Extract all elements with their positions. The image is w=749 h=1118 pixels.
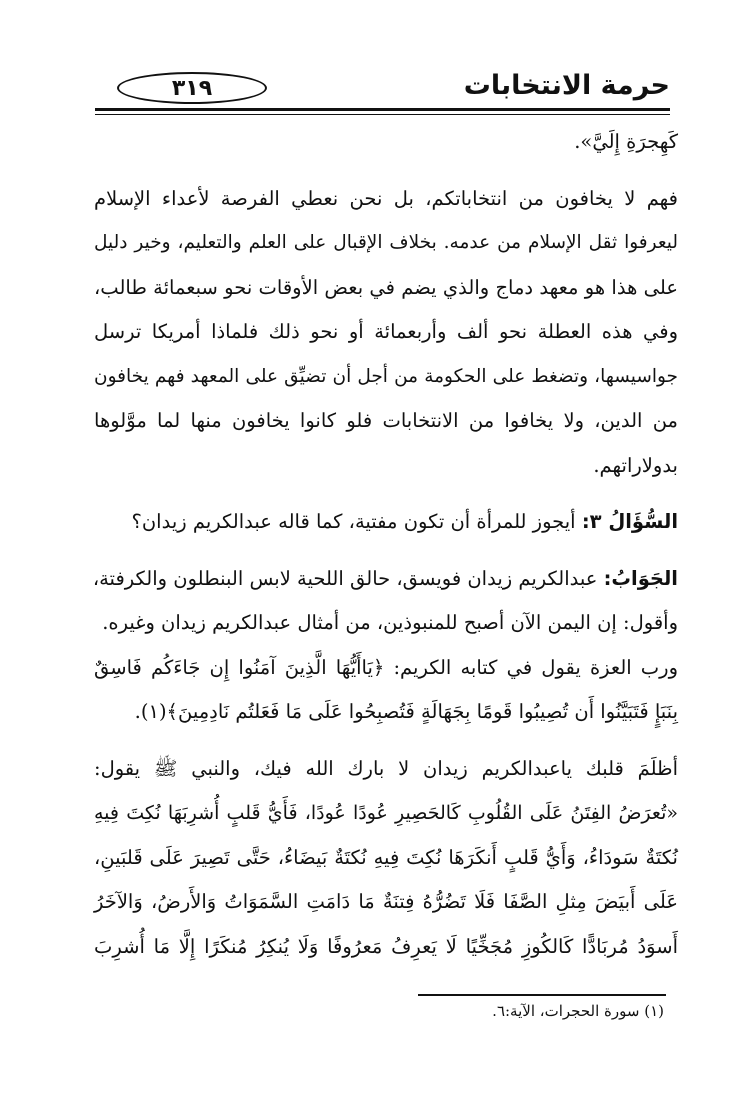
page-header <box>95 68 670 110</box>
footnote: (١) سورة الحجرات، الآية:٦. <box>492 1002 664 1020</box>
text-line: ورب العزة يقول في كتابه الكريم: ﴿يَاأَيُّهَا الَّذِينَ آمَنُوا إِن جَاءَكُم فَاسِقٌ <box>94 655 678 679</box>
text-line: بِنَبَإٍ فَتَبَيَّنُوا أَن تُصِيبُوا قَومًا بِجَهَالَةٍ فَتُصبِحُوا عَلَى مَا فَعَلتُم نَادِمِينَ﴾(١). <box>134 700 678 723</box>
paragraph-gap <box>94 165 678 177</box>
text-line: على هذا هو معهد دماج والذي يضم في بعض الأوقات نحو سبعمائة طالب، <box>94 275 678 299</box>
answer-line <box>94 557 678 602</box>
answer-text: عبدالكريم زيدان فويسق، حالق اللحية لابس البنطلون والكرفتة، <box>92 566 604 590</box>
text-line: «تُعرَضُ الفِتَنُ عَلَى القُلُوبِ كَالحَصِيرِ عُودًا عُودًا، فَأَيُّ قَلبٍ أُشرِبَهَا نُكِتَ فِيهِ <box>94 802 678 824</box>
text-line: جواسيسها، وتضغط على الحكومة من أجل أن تضيِّق على المعهد فهم يخافون <box>94 365 678 387</box>
text-line: كَهِجرَةِ إِلَيَّ». <box>574 130 678 153</box>
running-title: حرمة الانتخابات <box>463 70 670 101</box>
question-text: أيجوز للمرأة أن تكون مفتية، كما قاله عبدالكريم زيدان؟ <box>131 510 582 533</box>
footnote-rule <box>418 994 666 996</box>
text-line: وأقول: إن اليمن الآن أصبح للمنبوذين، من أمثال عبدالكريم زيدان وغيره. <box>102 611 678 634</box>
question-label: السُّؤَالُ ٣: <box>581 510 678 533</box>
paragraph <box>94 120 678 165</box>
answer-label: الجَوَابُ: <box>603 566 678 590</box>
question-line <box>94 500 678 545</box>
paragraph-gap <box>94 545 678 557</box>
text-line: أظلَمَ قلبك ياعبدالكريم زيدان لا بارك الله فيك، والنبي ﷺ يقول: <box>94 756 678 780</box>
text-line: من الدين، ولا يخافوا من الانتخابات فلو كانوا يخافون منها لما موَّلوها <box>94 409 678 432</box>
paragraph-quran-verse <box>94 646 678 735</box>
text-line: أَسوَدُ مُربَادًّا كَالكُوزِ مُجَخِّيًا لَا يَعرِفُ مَعرُوفًا وَلَا يُنكِرُ مُنكَرًا إِلَّا مَا أُشرِبَ <box>94 934 678 958</box>
paragraph-hadith <box>94 747 678 970</box>
paragraph-answer <box>94 557 678 646</box>
text-line: عَلَى أَبيَضَ مِثلِ الصَّفَا فَلَا تَضُرُّهُ فِتنَةٌ مَا دَامَتِ السَّمَوَاتُ وَالأَرضُ، وَالآخَرُ <box>94 890 678 913</box>
paragraph-gap <box>94 488 678 500</box>
text-line: فهم لا يخافون من انتخاباتكم، بل نحن نعطي الفرصة لأعداء الإسلام <box>94 186 678 210</box>
paragraph-gap <box>94 735 678 747</box>
paragraph <box>94 177 678 489</box>
header-rule-thin <box>95 114 670 115</box>
text-line: ليعرفوا ثقل الإسلام من عدمه. بخلاف الإقبال على العلم والتعليم، وخير دليل <box>94 232 678 253</box>
text-line: وفي هذه العطلة نحو ألف وأربعمائة أو نحو ذلك فلماذا أمريكا ترسل <box>94 320 678 343</box>
page-number: ٣١٩ <box>117 72 267 104</box>
body-text <box>94 120 678 969</box>
paragraph-question <box>94 500 678 545</box>
text-line: نُكتَةٌ سَودَاءُ، وَأَيُّ قَلبٍ أَنكَرَهَا نُكِتَ فِيهِ نُكتَةٌ بَيضَاءُ، حَتَّى تَصِيرَ عَلَى قَلبَينِ، <box>94 845 678 869</box>
text-line: بدولاراتهم. <box>593 453 678 477</box>
header-rule-thick <box>95 108 670 111</box>
